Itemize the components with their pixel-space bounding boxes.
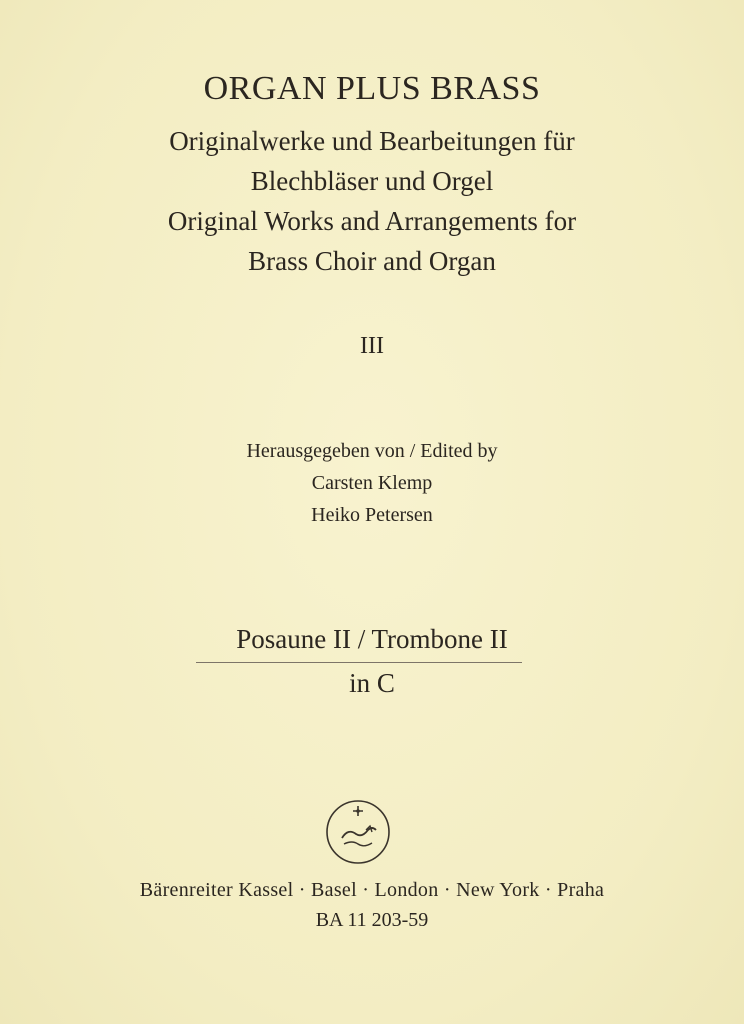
instrument-key: in C (349, 668, 395, 698)
volume-number: III (360, 333, 384, 359)
baerenreiter-logo-icon (322, 796, 394, 868)
subtitle-german-line-1: Originalwerke und Bearbeitungen für (169, 126, 575, 156)
catalog-number: BA 11 203-59 (315, 909, 429, 931)
edited-by-label: Herausgegeben von / Edited by (246, 440, 498, 462)
instrument-part: Posaune II / Trombone II (236, 624, 508, 654)
editor-name: Heiko Petersen (311, 504, 433, 526)
publisher-cities: Bärenreiter Kassel · Basel · London · New York · Praha (139, 879, 605, 901)
editor-name: Carsten Klemp (311, 472, 433, 494)
page-title: ORGAN PLUS BRASS (203, 70, 541, 107)
subtitle-english-line-2: Brass Choir and Organ (248, 246, 496, 276)
part-underline (196, 662, 522, 663)
subtitle-german-line-2: Blechbläser und Orgel (250, 166, 494, 196)
subtitle-english-line-1: Original Works and Arrangements for (167, 206, 577, 236)
